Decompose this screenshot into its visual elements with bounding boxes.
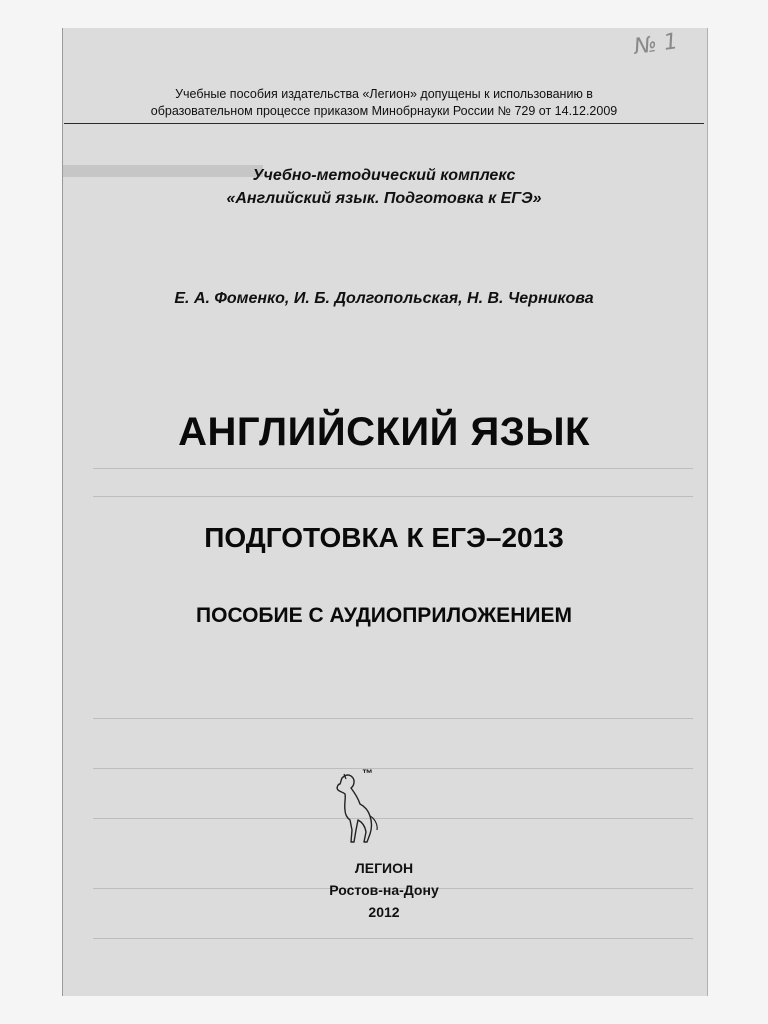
approval-line-1: Учебные пособия издательства «Легион» допущены к использованию в bbox=[175, 87, 593, 101]
book-title: АНГЛИЙСКИЙ ЯЗЫК bbox=[178, 410, 590, 454]
horse-logo-icon bbox=[320, 770, 384, 846]
publisher-name: ЛЕГИОН bbox=[354, 860, 414, 876]
bleed-through-rule bbox=[93, 938, 693, 939]
publisher-city: Ростов-на-Дону bbox=[329, 882, 439, 898]
trademark-symbol: ™ bbox=[362, 768, 373, 780]
series-line-1: Учебно-методический комплекс bbox=[252, 167, 516, 184]
approval-line-2: образовательном процессе приказом Минобрнауки России № 729 от 14.12.2009 bbox=[150, 104, 618, 118]
approval-notice bbox=[62, 86, 706, 120]
book-subtitle-audio: ПОСОБИЕ С АУДИОПРИЛОЖЕНИЕМ bbox=[196, 604, 572, 627]
bleed-through-heading: ▬▬▬▬▬ bbox=[63, 141, 263, 186]
bleed-through-rule bbox=[93, 818, 693, 819]
authors: Е. А. Фоменко, И. Б. Долгопольская, Н. В. Черникова bbox=[174, 290, 594, 307]
handwritten-stamp: № 1 bbox=[632, 29, 680, 60]
bleed-through-rule bbox=[93, 468, 693, 469]
series-title bbox=[62, 164, 706, 210]
bleed-through-rule bbox=[93, 496, 693, 497]
publisher-block bbox=[62, 857, 706, 923]
bleed-through-rule bbox=[93, 718, 693, 719]
series-line-2: «Английский язык. Подготовка к ЕГЭ» bbox=[226, 190, 542, 207]
bleed-through-rule bbox=[93, 768, 693, 769]
publication-year: 2012 bbox=[368, 904, 400, 920]
divider-line bbox=[64, 123, 704, 124]
book-subtitle: ПОДГОТОВКА К ЕГЭ–2013 bbox=[204, 522, 564, 553]
